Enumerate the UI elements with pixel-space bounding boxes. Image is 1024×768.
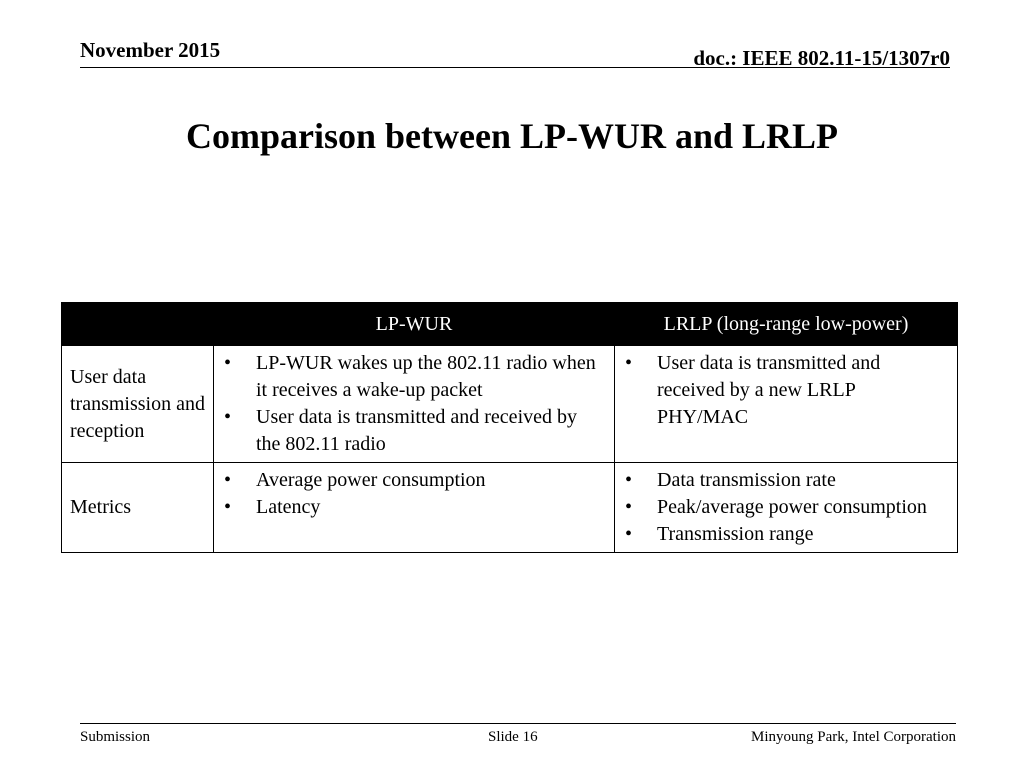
footer-author: Minyoung Park, Intel Corporation <box>751 729 956 745</box>
list-item <box>222 404 606 458</box>
footer-submission: Submission <box>80 729 151 745</box>
lrlp-cell <box>615 463 958 553</box>
bullet-icon: • <box>625 523 633 545</box>
table-row <box>62 463 958 553</box>
column-header-empty <box>62 303 214 346</box>
list-item-text: Peak/average power consumption <box>657 496 927 518</box>
header-divider <box>80 67 950 68</box>
list-item-text: Average power consumption <box>256 469 486 491</box>
list-item <box>222 350 606 404</box>
slide-title: Comparison between LP-WUR and LRLP <box>185 116 839 156</box>
footer-slide-number: Slide 16 <box>488 729 538 745</box>
table-row <box>62 346 958 463</box>
list-item-text: LP-WUR wakes up the 802.11 radio when it receives a wake-up packet <box>256 352 596 401</box>
bullet-icon: • <box>625 496 633 518</box>
column-header-lpwur: LP-WUR <box>214 303 615 346</box>
row-label: Metrics <box>62 463 214 553</box>
list-item <box>222 494 606 521</box>
bullet-icon: • <box>224 496 232 518</box>
list-item-text: Data transmission rate <box>657 469 836 491</box>
list-item-text: Latency <box>256 496 321 518</box>
list-item-text: User data is transmitted and received by the 802.11 radio <box>256 406 577 455</box>
list-item-text: Transmission range <box>657 523 814 545</box>
bullet-icon: • <box>224 352 232 374</box>
row-label: User data transmission and reception <box>62 346 214 463</box>
list-item <box>623 521 949 548</box>
bullet-icon: • <box>224 406 232 428</box>
header-doc-id: doc.: IEEE 802.11-15/1307r0 <box>693 46 950 70</box>
lpwur-cell <box>214 346 615 463</box>
bullet-icon: • <box>224 469 232 491</box>
list-item <box>623 467 949 494</box>
bullet-icon: • <box>625 352 633 374</box>
list-item <box>623 494 949 521</box>
bullet-icon: • <box>625 469 633 491</box>
lrlp-cell <box>615 346 958 463</box>
list-item <box>222 467 606 494</box>
footer-divider <box>80 723 956 724</box>
list-item-text: User data is transmitted and received by a new LRLP PHY/MAC <box>657 352 881 428</box>
comparison-table <box>61 302 958 553</box>
list-item <box>623 350 949 431</box>
column-header-lrlp: LRLP (long-range low-power) <box>615 303 958 346</box>
lpwur-cell <box>214 463 615 553</box>
table-header-row <box>62 303 958 346</box>
header-date: November 2015 <box>80 38 221 62</box>
